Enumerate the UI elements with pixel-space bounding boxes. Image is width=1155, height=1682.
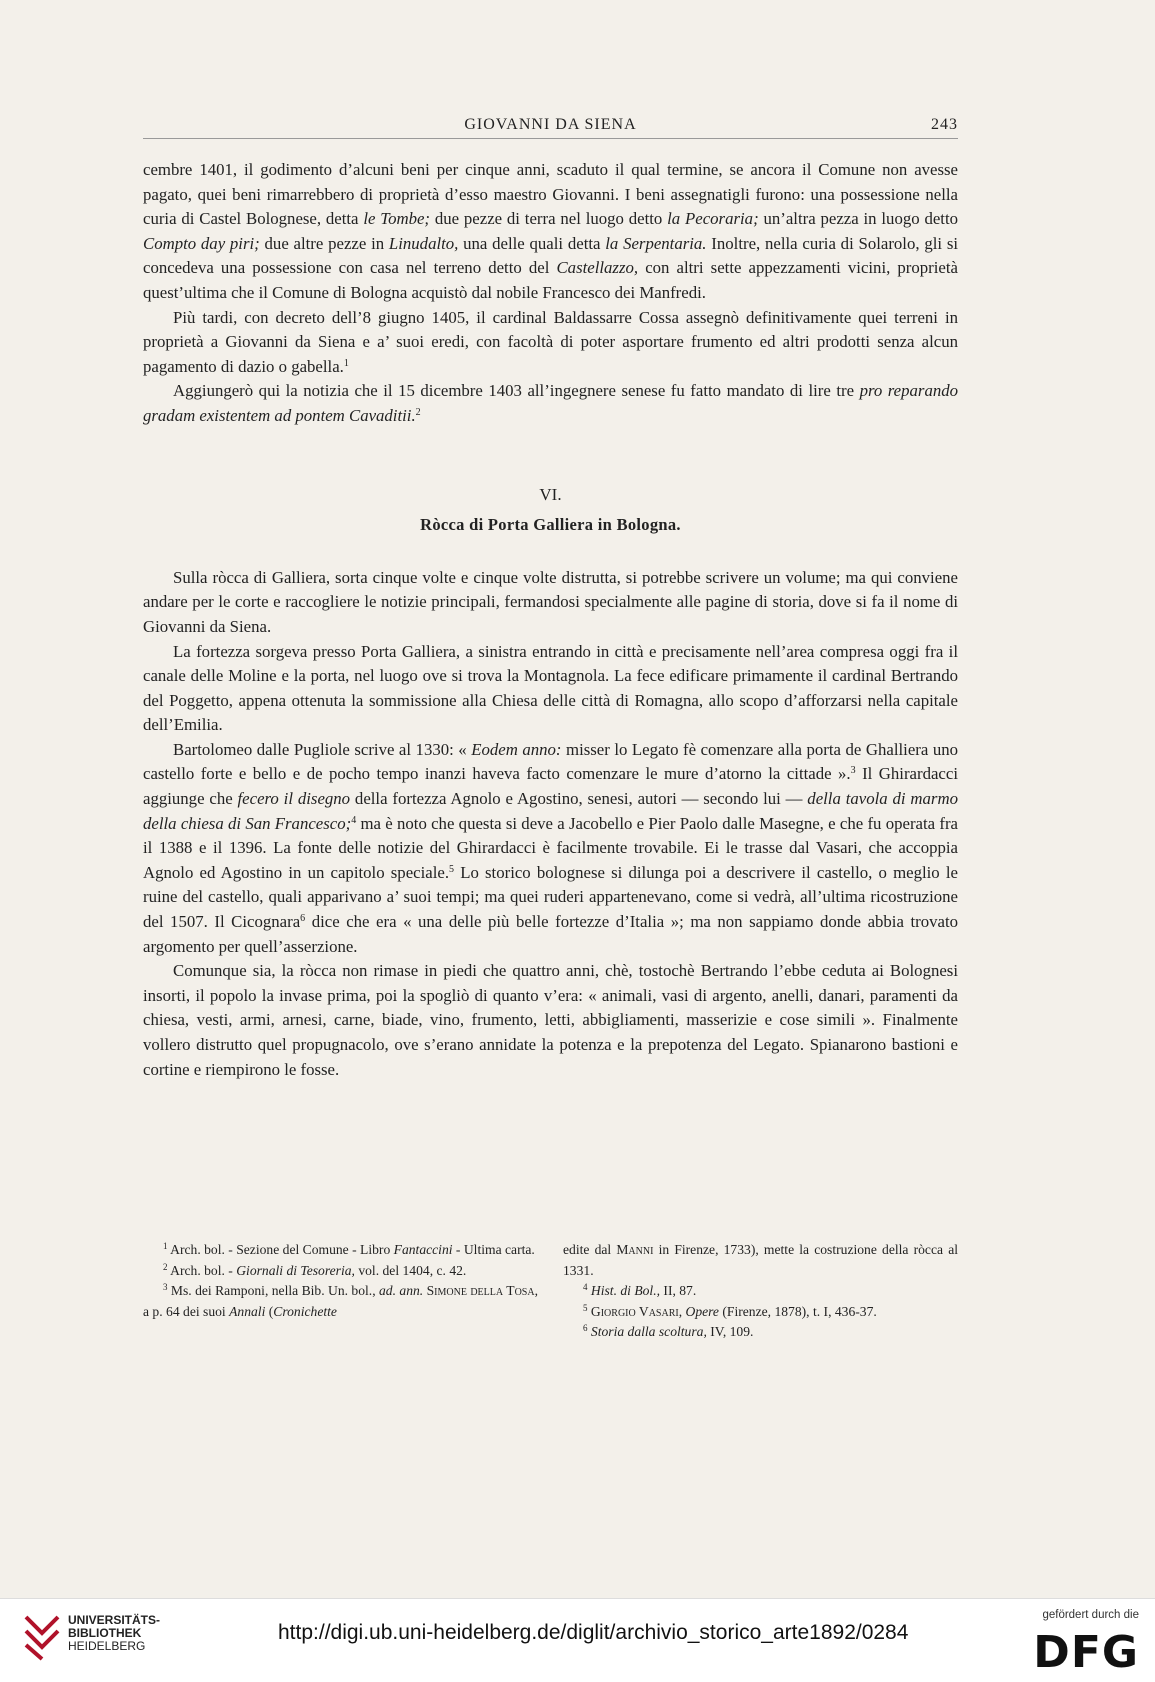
text-run: Cronichette xyxy=(273,1303,337,1319)
text-run: ad. ann. xyxy=(379,1283,424,1298)
text-run: , a p. 64 dei suoi xyxy=(143,1283,538,1319)
paragraph xyxy=(143,640,958,738)
text-run: cembre 1401, il godimento d’alcuni beni per cinque anni, scaduto il qual termine, se ancora il Comune non avesse pagato, quei beni rimarrebbero di proprietà d’esso maestro Giovanni. I beni assegnatigli furono: una possessione nella curia di Castel Bolognese, detta xyxy=(143,160,958,229)
text-run: Giorgio Vasari xyxy=(590,1303,679,1319)
paragraph xyxy=(143,959,958,1082)
text-run: ( xyxy=(265,1303,274,1319)
footnote-ref: 1 xyxy=(163,1241,168,1251)
text-run: Arch. bol. - Sezione del Comune - Libro xyxy=(167,1242,394,1257)
funded-by-label: gefördert durch die xyxy=(1042,1609,1139,1621)
text-run: le Tombe; xyxy=(363,209,431,229)
text-run: due altre pezze in xyxy=(259,233,389,253)
text-run: con altri sette appezzamenti vicini, proprietà quest’ultima che il Comune di Bologna acquistò dal nobile Francesco dei Manfredi. xyxy=(143,258,958,302)
text-run: Simone della Tosa xyxy=(426,1283,535,1298)
permalink-url[interactable]: http://digi.ub.uni-heidelberg.de/diglit/archivio_storico_arte1892/0284 xyxy=(278,1621,909,1644)
paragraphs-bottom xyxy=(143,566,958,1082)
text-run: , xyxy=(678,1303,686,1319)
text-run: della fortezza Agnolo e Agostino, senesi, autori — secondo lui — xyxy=(350,789,808,809)
text-run: la Pecoraria; xyxy=(667,209,759,229)
text-run: IV, 109. xyxy=(706,1324,754,1339)
text-run: Annali xyxy=(229,1303,266,1319)
text-run: una delle quali detta xyxy=(458,233,606,253)
text-run: Il Ghirardacci aggiunge che xyxy=(143,764,958,809)
text-run: La fortezza sorgeva presso Porta Galliera, a sinistra entrando in città e precisamente nell’area compresa oggi fra il canale delle Moline e la porta, nel luogo ove si trova la Montagnola. La fece edificare primamente il cardinal Bertrando del Poggetto, appena ottenuta la sommissione alla Chiesa delle città di Romagna, allo scopo d’afforzarsi nella capitale dell’Emilia. xyxy=(143,641,958,735)
text-run: Fantaccini xyxy=(393,1242,453,1257)
footnote xyxy=(563,1322,958,1343)
text-run: ma è noto che questa si deve a Jacobello e Pier Paolo dalle Masegne, e che fu operata fra il 1388 e il 1396. La fonte delle notizie del Ghirardacci è facilmente trovabile. Ei le trasse dal Vasari, che accoppia Agnolo ed Agostino in un capitolo speciale. xyxy=(143,813,958,882)
text-run: dice che era « una delle più belle fortezze d’Italia »; ma non sappiamo donde abbia trovato argomento per quell’asserzione. xyxy=(143,912,958,956)
section-number: VI. xyxy=(539,484,562,504)
text-run: - Ultima carta. xyxy=(452,1242,535,1257)
text-run: fecero il disegno xyxy=(237,789,351,809)
text-run: Più tardi, con decreto dell’8 giugno 1405, il cardinal Baldassarre Cossa assegnò definitivamente quei terreni in proprietà a Giovanni da Siena e a’ suoi eredi, con facoltà di poter asportare frumento ed altri prodotti senza alcun pagamento di dazio o gabella. xyxy=(143,307,958,376)
paragraph xyxy=(143,738,958,959)
text-run: Bartolomeo dalle Pugliole scrive al 1330: « xyxy=(173,739,472,759)
text-run: vol. del 1404, c. 42. xyxy=(354,1262,467,1278)
paragraph xyxy=(143,379,958,428)
footnote xyxy=(563,1281,958,1302)
footnote xyxy=(563,1240,958,1281)
text-run: due pezze di terra nel luogo detto xyxy=(430,209,668,229)
footnote xyxy=(143,1261,538,1282)
running-head xyxy=(143,116,958,139)
text-run: della tavola di marmo della chiesa di San Francesco; xyxy=(143,789,958,833)
footnotes-left-column xyxy=(143,1240,538,1343)
body-text xyxy=(143,158,958,1082)
footnote-ref: 4 xyxy=(351,814,357,826)
text-run: Ms. dei Ramponi, nella Bib. Un. bol., xyxy=(167,1283,379,1298)
footnote-ref: 2 xyxy=(415,406,421,418)
library-name-line-1: UNIVERSITÄTS- xyxy=(68,1613,161,1627)
paragraph xyxy=(143,306,958,380)
text-run: Lo storico bolognese si dilunga poi a descrivere il castello, o meglio le ruine del castello, quali apparivano a’ suoi tempi; ma quei ruderi appartenevano, come si vedrà, all’ultima ricostruzione del 1507. Il Cicognara xyxy=(143,862,958,932)
library-name-line-2: BIBLIOTHEK xyxy=(68,1626,142,1640)
footnote-ref: 1 xyxy=(343,357,349,369)
footnote-ref: 5 xyxy=(449,863,455,875)
university-library-logo-icon xyxy=(20,1611,64,1661)
footnote-ref: 3 xyxy=(163,1282,168,1292)
footnote-ref: 5 xyxy=(583,1302,588,1313)
text-run: Storia dalla scoltura, xyxy=(590,1324,707,1339)
footnote xyxy=(143,1281,538,1322)
paragraphs-top xyxy=(143,158,958,429)
text-run: Eodem anno: xyxy=(471,739,562,759)
page-number: 243 xyxy=(931,116,958,133)
section-title: Ròcca di Porta Galliera in Bologna. xyxy=(420,515,681,535)
text-run: pro reparando gradam existentem ad pontem Cavaditii. xyxy=(143,381,959,425)
text-run: la Serpentaria. xyxy=(605,233,707,253)
text-run: Castellazzo, xyxy=(556,258,639,278)
footnote-ref: 4 xyxy=(583,1282,588,1292)
paragraph xyxy=(143,566,958,640)
text-run: in Firenze, 1733), mette la costruzione della ròcca al 1331. xyxy=(563,1242,958,1278)
footer-bar xyxy=(0,1598,1155,1682)
footnotes-right-column xyxy=(563,1240,958,1343)
footnote-ref: 6 xyxy=(583,1323,588,1333)
running-head-title: GIOVANNI DA SIENA xyxy=(464,116,637,133)
text-run: II, 87. xyxy=(660,1283,697,1298)
footnote-ref: 3 xyxy=(850,765,856,777)
text-run: Manni xyxy=(616,1242,654,1257)
text-run: Comunque sia, la ròcca non rimase in piedi che quattro anni, chè, tostochè Bertrando l’ebbe ceduta ai Bolognesi insorti, il popolo la invase prima, poi la spogliò di quanto v’era: « animali, vasi di argento, anelli, danari, paramenti da chiesa, vesti, armi, arnesi, carne, biade, vino, frumento, letti, abbigliamenti, masserizie e cose simili ». Finalmente vollero distrutto quel propugnacolo, ove s’erano annidate la potenza e la prepotenza del Legato. Spianarono bastioni e cortine e riempirono le fosse. xyxy=(143,961,958,1079)
paragraph xyxy=(143,158,958,306)
text-run: edite dal xyxy=(563,1242,617,1257)
text-run: Opere xyxy=(685,1303,719,1319)
footnotes xyxy=(143,1240,958,1343)
text-run: Inoltre, nella curia di Solarolo, gli si concedeva una possessione con casa nel terreno detto del xyxy=(143,233,959,278)
library-name-line-3: HEIDELBERG xyxy=(68,1639,146,1653)
text-run: (Firenze, 1878), t. I, 436-37. xyxy=(718,1303,877,1319)
text-run: Arch. bol. - xyxy=(167,1262,237,1278)
library-name xyxy=(68,1614,160,1653)
footnote xyxy=(143,1240,538,1261)
text-run: Sulla ròcca di Galliera, sorta cinque volte e cinque volte distrutta, si potrebbe scrivere un volume; ma qui conviene andare per le corte e raccogliere le notizie principali, fermandosi specialmente alle pagine di storia, dove si fa il nome di Giovanni da Siena. xyxy=(143,567,958,636)
text-run: Compto day piri; xyxy=(143,233,260,253)
footnote-ref: 2 xyxy=(163,1261,168,1272)
dfg-logo: DFG xyxy=(1033,1627,1139,1678)
footnote xyxy=(563,1302,958,1323)
text-run: Linudalto, xyxy=(388,233,459,253)
text-run: Hist. di Bol., xyxy=(590,1283,661,1298)
text-run: Giornali di Tesoreria, xyxy=(236,1262,355,1278)
text-run: Aggiungerò qui la notizia che il 15 dicembre 1403 all’ingegnere senese fu fatto mandato di lire tre xyxy=(173,381,860,401)
text-run: un’altra pezza in luogo detto xyxy=(758,209,958,229)
text-run: misser lo Legato fè comenzare alla porta de Ghalliera uno castello forte e bello e de pocho tempo inanzi haveva facto comenzare le mure d’atorno la cittade ». xyxy=(143,739,958,784)
footnote-ref: 6 xyxy=(300,913,306,925)
